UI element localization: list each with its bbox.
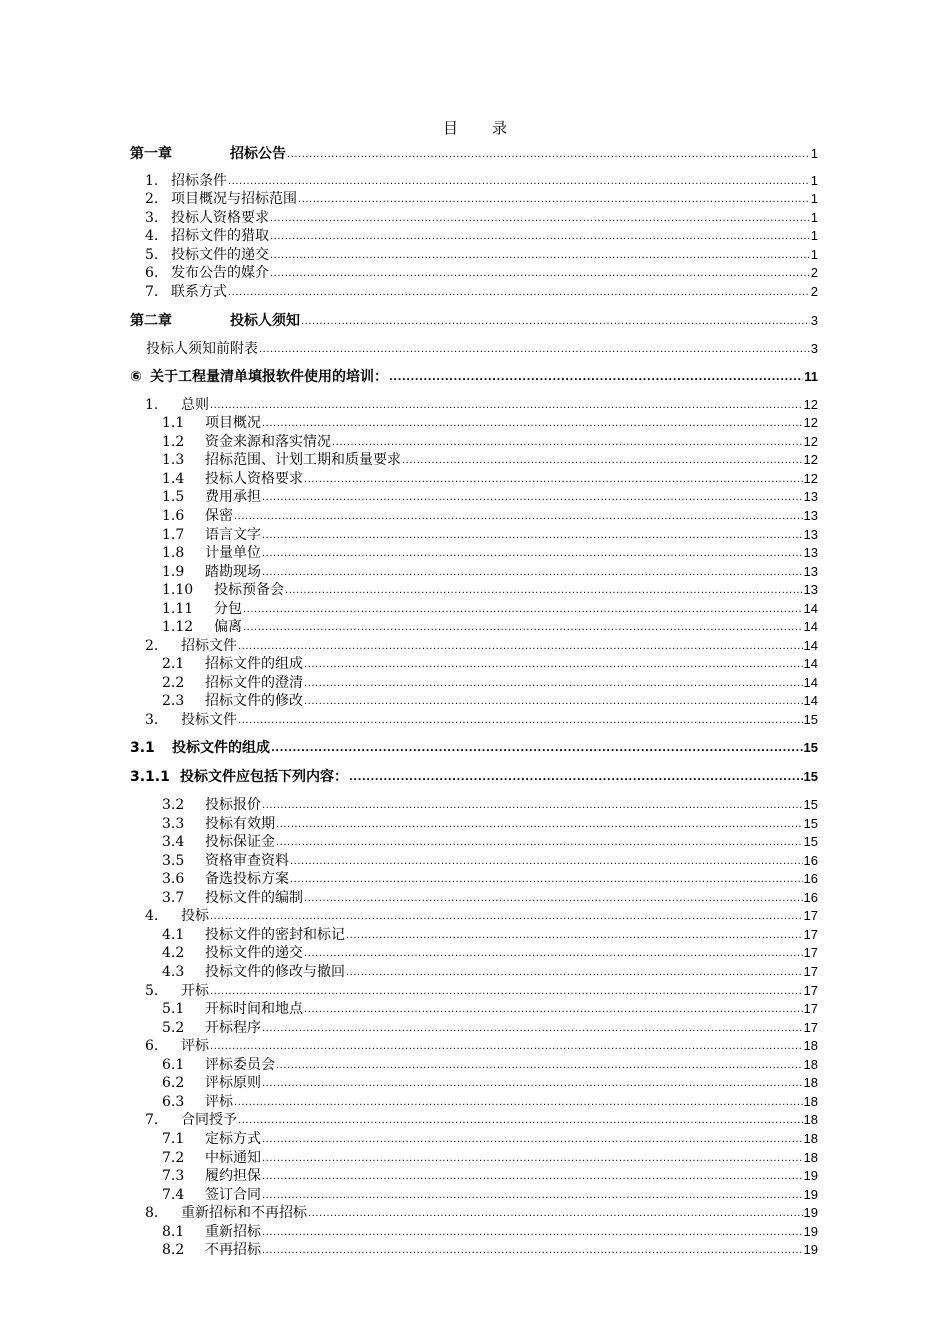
dot-leader [304, 471, 803, 489]
toc-entry-page: 1 [810, 173, 818, 188]
toc-entry-page: 16 [803, 853, 818, 868]
dot-leader [304, 693, 803, 711]
toc-entry-label: 投标文件应包括下列内容： [180, 769, 348, 785]
toc-entry-page: 11 [804, 369, 818, 384]
toc-entry-label: 评标委员会 [205, 1057, 275, 1073]
toc-entry-page: 19 [803, 1187, 818, 1202]
dot-leader [262, 1020, 803, 1038]
dot-leader [308, 1205, 803, 1223]
dot-leader [262, 1150, 803, 1168]
toc-entry-label: 招标文件的修改 [205, 693, 303, 709]
toc-entry-number: 1.4 [162, 471, 185, 487]
dot-leader [402, 452, 803, 470]
toc-entry[interactable] [162, 581, 818, 599]
toc-entry[interactable] [162, 563, 818, 581]
toc-entry-label: 保密 [205, 508, 233, 524]
toc-entry[interactable] [145, 1204, 818, 1222]
toc-entry[interactable] [162, 544, 818, 562]
toc-entry-number: 1.11 [162, 601, 194, 617]
toc-entry-label: 投标文件的递交 [205, 945, 303, 961]
toc-entry[interactable] [162, 414, 818, 432]
toc-entry-page: 1 [810, 247, 818, 262]
toc-entry-number: 6.2 [162, 1075, 185, 1091]
dot-leader [262, 527, 803, 545]
dot-leader [262, 564, 803, 582]
toc-entry-number: 4. [145, 228, 159, 244]
toc-entry-label: 投标人资格要求 [171, 210, 269, 226]
toc-entry-label: 投标人须知 [230, 313, 300, 329]
toc-entry[interactable] [145, 396, 818, 414]
toc-entry-page: 16 [803, 871, 818, 886]
toc-entry-page: 12 [803, 452, 818, 467]
toc-entry-page: 13 [803, 527, 818, 542]
dot-leader [290, 871, 803, 889]
toc-entry-page: 13 [803, 564, 818, 579]
toc-entry-label: 评标 [181, 1038, 209, 1054]
toc-entry-label: 发布公告的媒介 [171, 265, 269, 281]
toc-entry[interactable] [162, 1149, 818, 1167]
toc-entry-label: 投标人须知前附表 [146, 341, 258, 357]
dot-leader [262, 545, 803, 563]
toc-entry-label: 联系方式 [171, 284, 227, 300]
toc-entry-label: 定标方式 [205, 1131, 261, 1147]
toc-entry[interactable] [162, 526, 818, 544]
toc-entry-number: 6. [145, 265, 159, 281]
dot-leader [270, 210, 810, 228]
dot-leader [234, 508, 803, 526]
toc-entry[interactable] [145, 1037, 818, 1055]
toc-entry-page: 2 [810, 284, 818, 299]
dot-leader [276, 1057, 803, 1075]
toc-entry-number: 8. [145, 1205, 159, 1221]
toc-entry-number: 5. [145, 247, 159, 263]
toc-entry-number: 3.5 [162, 853, 185, 869]
toc-entry[interactable] [162, 692, 818, 710]
toc-entry-number: 8.2 [162, 1242, 185, 1258]
toc-entry-number: 7.2 [162, 1150, 185, 1166]
dot-leader [304, 675, 803, 693]
dot-leader [304, 945, 803, 963]
dot-leader [234, 1094, 803, 1112]
toc-entry-number: 2. [145, 638, 159, 654]
toc-entry-label: 踏勘现场 [205, 564, 261, 580]
toc-entry[interactable] [162, 618, 818, 636]
toc-entry-number: 2.1 [162, 656, 185, 672]
toc-entry-number: 第一章 [130, 146, 172, 162]
toc-entry-number: 6.1 [162, 1057, 185, 1073]
dot-leader [210, 983, 803, 1001]
toc-entry-page: 16 [803, 890, 818, 905]
toc-entry-page: 13 [803, 508, 818, 523]
toc-entry[interactable] [162, 1130, 818, 1148]
toc-entry-label: 资金来源和落实情况 [205, 434, 331, 450]
toc-entry-page: 2 [810, 265, 818, 280]
dot-leader [262, 415, 803, 433]
toc-entry-page: 15 [803, 834, 818, 849]
toc-entry-number: 7.4 [162, 1187, 185, 1203]
toc-entry-label: 招标条件 [171, 173, 227, 189]
toc-entry[interactable] [162, 1093, 818, 1111]
dot-leader [262, 1131, 803, 1149]
toc-entry[interactable] [145, 264, 818, 282]
toc-entry-label: 偏离 [214, 619, 242, 635]
toc-entry-label: 招标文件的澄清 [205, 675, 303, 691]
toc-entry-number: 3.4 [162, 834, 185, 850]
toc-entry-page: 15 [803, 797, 818, 812]
toc-entry[interactable] [162, 451, 818, 469]
toc-entry-page: 12 [803, 415, 818, 430]
dot-leader [270, 228, 810, 246]
toc-entry[interactable] [130, 768, 818, 786]
toc-entry-page: 14 [803, 638, 818, 653]
toc-entry-label: 关于工程量清单填报软件使用的培训： [150, 369, 388, 385]
toc-entry-number: 1.1 [162, 415, 185, 431]
toc-entry-label: 开标 [181, 983, 209, 999]
toc-entry-label: 投标文件的递交 [171, 247, 269, 263]
toc-entry-number: 4.2 [162, 945, 185, 961]
dot-leader [304, 890, 803, 908]
toc-entry[interactable] [145, 982, 818, 1000]
toc-entry-label: 投标 [181, 908, 209, 924]
title-char-1: 目 [442, 119, 458, 137]
toc-entry[interactable] [162, 1074, 818, 1092]
toc-entry[interactable] [162, 433, 818, 451]
dot-leader [301, 313, 810, 331]
dot-leader [285, 582, 803, 600]
toc-entry-label: 语言文字 [205, 527, 261, 543]
dot-leader [276, 834, 803, 852]
toc-entry-label: 评标 [205, 1094, 233, 1110]
toc-entry-page: 18 [803, 1075, 818, 1090]
toc-entry-page: 18 [803, 1112, 818, 1127]
toc-entry-number: 3.7 [162, 890, 185, 906]
dot-leader [346, 927, 803, 945]
toc-entry-number: 1.9 [162, 564, 185, 580]
toc-entry-page: 15 [803, 769, 818, 784]
toc-entry-number: 3. [145, 712, 159, 728]
toc-entry-page: 12 [803, 397, 818, 412]
toc-entry[interactable] [130, 145, 818, 163]
dot-leader [262, 797, 803, 815]
toc-entry-page: 17 [803, 964, 818, 979]
toc-entry-label: 投标文件的编制 [205, 890, 303, 906]
toc-entry-label: 投标文件 [181, 712, 237, 728]
toc-entry-page: 1 [810, 210, 818, 225]
dot-leader [298, 191, 810, 209]
toc-entry-number: 1. [145, 397, 159, 413]
toc-entry-number: 3. [145, 210, 159, 226]
toc-entry-label: 评标原则 [205, 1075, 261, 1091]
toc-entry-number: 4.3 [162, 964, 185, 980]
toc-entry-number: 5.2 [162, 1020, 185, 1036]
toc-entry[interactable] [162, 1019, 818, 1037]
toc-entry-number: 1.7 [162, 527, 185, 543]
toc-entry[interactable] [162, 674, 818, 692]
toc-entry[interactable] [146, 340, 818, 358]
toc-entry[interactable] [162, 796, 818, 814]
toc-entry[interactable] [145, 227, 818, 245]
toc-entry-label: 计量单位 [205, 545, 261, 561]
toc-entry-number: 7.1 [162, 1131, 185, 1147]
toc-entry-page: 12 [803, 471, 818, 486]
toc-entry[interactable] [162, 1241, 818, 1259]
toc-entry-page: 1 [810, 191, 818, 206]
toc-entry-page: 14 [803, 619, 818, 634]
toc-entry[interactable] [162, 833, 818, 851]
toc-entry-number: 7.3 [162, 1168, 185, 1184]
toc-entry-page: 17 [803, 1020, 818, 1035]
dot-leader [332, 434, 803, 452]
toc-entry-label: 资格审查资料 [205, 853, 289, 869]
toc-entry-page: 14 [803, 675, 818, 690]
toc-entry-label: 项目概况 [205, 415, 261, 431]
toc-entry-number: 3.2 [162, 797, 185, 813]
dot-leader [228, 173, 810, 191]
toc-entry-label: 总则 [181, 397, 209, 413]
toc-entry-label: 投标文件的组成 [172, 740, 270, 756]
toc-entry-page: 3 [810, 313, 818, 328]
toc-entry[interactable] [145, 172, 818, 190]
toc-entry-number: 6.3 [162, 1094, 185, 1110]
toc-entry[interactable] [145, 711, 818, 729]
dot-leader [287, 146, 810, 164]
toc-entry[interactable] [162, 1000, 818, 1018]
toc-entry-page: 17 [803, 983, 818, 998]
toc-entry-number: 1.5 [162, 489, 185, 505]
dot-leader [304, 656, 803, 674]
toc-entry-label: 招标文件的猎取 [171, 228, 269, 244]
toc-entry-page: 12 [803, 434, 818, 449]
toc-entry[interactable] [162, 470, 818, 488]
toc-entry[interactable] [162, 944, 818, 962]
toc-entry[interactable] [130, 312, 818, 330]
toc-entry[interactable] [162, 1056, 818, 1074]
dot-leader [243, 619, 803, 637]
toc-entry-label: 投标人资格要求 [205, 471, 303, 487]
toc-entry[interactable] [145, 637, 818, 655]
toc-entry-number: 1.3 [162, 452, 185, 468]
toc-entry[interactable] [162, 1167, 818, 1185]
toc-entry-page: 17 [803, 945, 818, 960]
toc-entry-label: 投标文件的密封和标记 [205, 927, 345, 943]
toc-entry-number: 4.1 [162, 927, 185, 943]
toc-entry-page: 18 [803, 1131, 818, 1146]
dot-leader [262, 1168, 803, 1186]
toc-entry[interactable] [145, 283, 818, 301]
toc-entry-number: 1.12 [162, 619, 194, 635]
toc-entry[interactable] [145, 1111, 818, 1129]
toc-entry-page: 14 [803, 693, 818, 708]
toc-entry-number: 7. [145, 284, 159, 300]
toc-entry[interactable] [162, 655, 818, 673]
toc-entry-page: 18 [803, 1094, 818, 1109]
toc-entry-page: 17 [803, 927, 818, 942]
toc-entry[interactable] [130, 739, 818, 757]
toc-entry-page: 15 [803, 740, 818, 755]
toc-entry-number: 3.3 [162, 816, 185, 832]
dot-leader [210, 397, 803, 415]
toc-entry[interactable] [162, 1186, 818, 1204]
toc-entry-number: 2. [145, 191, 159, 207]
dot-leader [270, 247, 810, 265]
toc-entry-label: 中标通知 [205, 1150, 261, 1166]
toc-entry[interactable] [145, 246, 818, 264]
toc-entry-page: 14 [803, 656, 818, 671]
toc-entry-label: 重新招标和不再招标 [181, 1205, 307, 1221]
toc-entry[interactable] [162, 1223, 818, 1241]
toc-entry-number: 1.8 [162, 545, 185, 561]
toc-entry-page: 17 [803, 908, 818, 923]
toc-entry-label: 项目概况与招标范围 [171, 191, 297, 207]
toc-entry[interactable] [162, 507, 818, 525]
dot-leader [210, 1038, 803, 1056]
toc-entry-page: 1 [810, 146, 818, 161]
dot-leader [238, 638, 803, 656]
toc-entry-label: 履约担保 [205, 1168, 261, 1184]
toc-entry-number: 3.1.1 [130, 769, 170, 785]
toc-entry-label: 投标有效期 [205, 816, 275, 832]
toc-entry[interactable] [162, 963, 818, 981]
toc-entry-number: 4. [145, 908, 159, 924]
toc-entry-number: 1.2 [162, 434, 185, 450]
toc-entry-label: 投标预备会 [214, 582, 284, 598]
dot-leader [349, 769, 803, 787]
toc-entry-number: 1.10 [162, 582, 194, 598]
toc-entry-label: 招标公告 [230, 146, 286, 162]
toc-entry-page: 18 [803, 1150, 818, 1165]
toc-entry-page: 18 [803, 1057, 818, 1072]
toc-entry-page: 3 [810, 341, 818, 356]
toc-entry-label: 招标文件的组成 [205, 656, 303, 672]
toc-entry-label: 开标时间和地点 [205, 1001, 303, 1017]
dot-leader [262, 1075, 803, 1093]
toc-entry-page: 15 [803, 712, 818, 727]
dot-leader [238, 712, 803, 730]
toc-entry-label: 重新招标 [205, 1224, 261, 1240]
toc-entry-number: 第二章 [130, 313, 172, 329]
toc-entry-number: 1. [145, 173, 159, 189]
toc-entry-number: 1.6 [162, 508, 185, 524]
toc-entry[interactable] [162, 852, 818, 870]
toc-entry-number: 3.6 [162, 871, 185, 887]
toc-entry-number: 2.2 [162, 675, 185, 691]
toc-entry-page: 19 [803, 1224, 818, 1239]
dot-leader [304, 1001, 803, 1019]
dot-leader [262, 1224, 803, 1242]
toc-entry[interactable] [162, 815, 818, 833]
dot-leader [346, 964, 803, 982]
toc-entry-page: 13 [803, 582, 818, 597]
toc-entry-label: 费用承担 [205, 489, 261, 505]
toc-entry-label: 不再招标 [205, 1242, 261, 1258]
toc-entry-page: 19 [803, 1205, 818, 1220]
toc-entry-number: 5.1 [162, 1001, 185, 1017]
toc-entry-number: 6. [145, 1038, 159, 1054]
toc-entry-label: 备选投标方案 [205, 871, 289, 887]
dot-leader [271, 740, 803, 758]
toc-entry-number: ⑥ [130, 369, 142, 385]
toc-entry-page: 19 [803, 1168, 818, 1183]
toc-entry-page: 15 [803, 816, 818, 831]
toc-entry[interactable] [162, 870, 818, 888]
toc-entry-label: 合同授予 [181, 1112, 237, 1128]
dot-leader [290, 853, 803, 871]
toc-entry-label: 投标文件的修改与撤回 [205, 964, 345, 980]
toc-entry-number: 8.1 [162, 1224, 185, 1240]
toc-entry-number: 5. [145, 983, 159, 999]
toc-entry-page: 14 [803, 601, 818, 616]
toc-entry-page: 18 [803, 1038, 818, 1053]
dot-leader [243, 601, 803, 619]
dot-leader [270, 265, 810, 283]
toc-entry-label: 招标范围、计划工期和质量要求 [205, 452, 401, 468]
toc-entry[interactable] [162, 889, 818, 907]
dot-leader [210, 908, 803, 926]
dot-leader [262, 489, 803, 507]
toc-entry-label: 分包 [214, 601, 242, 617]
dot-leader [389, 369, 803, 387]
toc-entry[interactable] [130, 368, 818, 386]
toc-entry[interactable] [162, 600, 818, 618]
title-char-2: 录 [492, 119, 508, 137]
toc-entry[interactable] [145, 190, 818, 208]
toc-entry-label: 签订合同 [205, 1187, 261, 1203]
toc-entry[interactable] [162, 488, 818, 506]
toc-entry-number: 7. [145, 1112, 159, 1128]
toc-entry-number: 3.1 [130, 740, 155, 756]
toc-entry-label: 招标文件 [181, 638, 237, 654]
toc-entry-page: 1 [810, 228, 818, 243]
toc-entry-label: 投标报价 [205, 797, 261, 813]
dot-leader [238, 1112, 803, 1130]
toc-entry-label: 开标程序 [205, 1020, 261, 1036]
toc-entry-page: 17 [803, 1001, 818, 1016]
toc-entry[interactable] [145, 209, 818, 227]
toc-entry-page: 19 [803, 1242, 818, 1257]
dot-leader [259, 341, 810, 359]
dot-leader [262, 1187, 803, 1205]
toc-entry-number: 2.3 [162, 693, 185, 709]
dot-leader [228, 284, 810, 302]
toc-entry[interactable] [145, 907, 818, 925]
toc-entry[interactable] [162, 926, 818, 944]
page-title [0, 117, 950, 138]
dot-leader [262, 1242, 803, 1260]
toc-entry-page: 13 [803, 545, 818, 560]
toc-entry-label: 投标保证金 [205, 834, 275, 850]
toc-entry-page: 13 [803, 489, 818, 504]
dot-leader [276, 816, 803, 834]
